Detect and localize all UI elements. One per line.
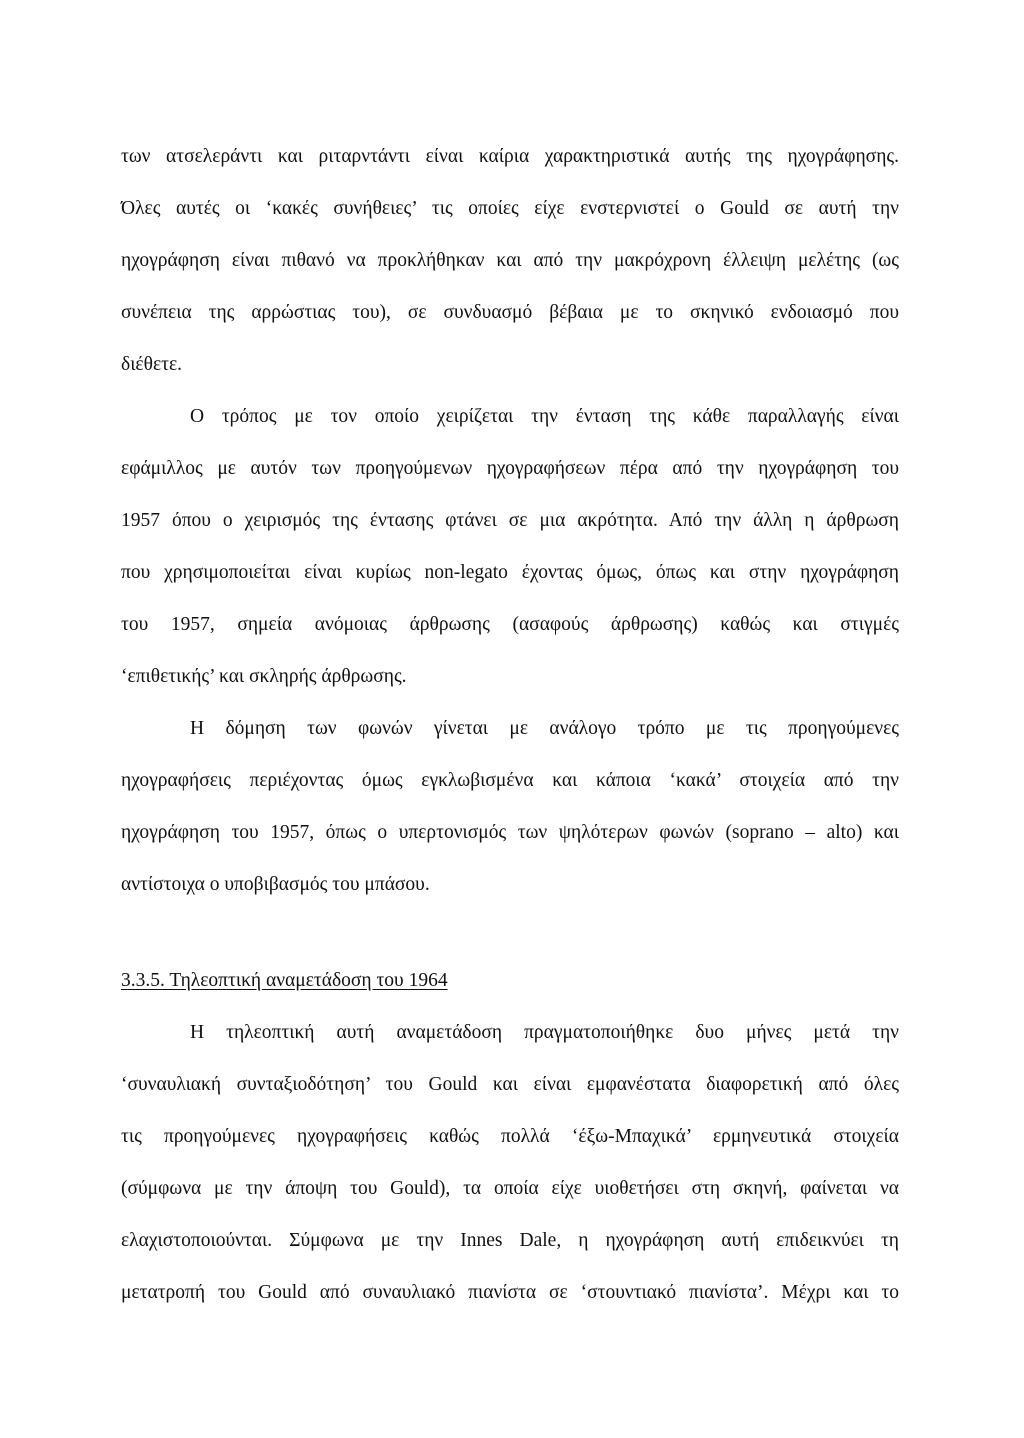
- text-line: (σύμφωνα με την άποψη του Gould), τα οποία είχε υιοθετήσει στη σκηνή, φαίνεται να: [121, 1178, 899, 1199]
- text-line: του 1957, σημεία ανόμοιας άρθρωσης (ασαφούς άρθρωσης) καθώς και στιγμές: [121, 614, 899, 635]
- text-line: των ατσελεράντι και ριταρντάντι είναι καίρια χαρακτηριστικά αυτής της ηχογράφησης.: [121, 146, 899, 167]
- text-line: διέθετε.: [121, 354, 183, 375]
- text-line: εφάμιλλος με αυτόν των προηγούμενων ηχογραφήσεων πέρα από την ηχογράφηση του: [121, 458, 899, 479]
- text-line: ‘συναυλιακή συνταξιοδότηση’ του Gould και είναι εμφανέστατα διαφορετική από όλες: [121, 1074, 899, 1095]
- text-line: 1957 όπου ο χειρισμός της έντασης φτάνει σε μια ακρότητα. Από την άλλη η άρθρωση: [121, 510, 899, 531]
- text-line: Όλες αυτές οι ‘κακές συνήθειες’ τις οποίες είχε ενστερνιστεί ο Gould σε αυτή την: [121, 198, 899, 219]
- text-line: ηχογραφήσεις περιέχοντας όμως εγκλωβισμένα και κάποια ‘κακά’ στοιχεία από την: [121, 770, 899, 791]
- text-line: ηχογράφηση του 1957, όπως ο υπερτονισμός των ψηλότερων φωνών (soprano – alto) και: [121, 822, 899, 843]
- text-line: ελαχιστοποιούνται. Σύμφωνα με την Innes Dale, η ηχογράφηση αυτή επιδεικνύει τη: [121, 1230, 899, 1251]
- text-line: μετατροπή του Gould από συναυλιακό πιανίστα σε ‘στουντιακό πιανίστα’. Μέχρι και το: [121, 1282, 899, 1303]
- text-line: ‘επιθετικής’ και σκληρής άρθρωσης.: [121, 666, 407, 687]
- text-line: ηχογράφηση είναι πιθανό να προκλήθηκαν και από την μακρόχρονη έλλειψη μελέτης (ως: [121, 250, 899, 271]
- text-line: συνέπεια της αρρώστιας του), σε συνδυασμό βέβαια με το σκηνικό ενδοιασμό που: [121, 302, 899, 323]
- text-line: αντίστοιχα ο υποβιβασμός του μπάσου.: [121, 874, 430, 895]
- section-heading: 3.3.5. Τηλεοπτική αναμετάδοση του 1964: [121, 970, 448, 991]
- text-line: τις προηγούμενες ηχογραφήσεις καθώς πολλά ‘έξω-Μπαχικά’ ερμηνευτικά στοιχεία: [121, 1126, 899, 1147]
- text-line: Η δόμηση των φωνών γίνεται με ανάλογο τρόπο με τις προηγούμενες: [190, 718, 899, 739]
- text-line: Η τηλεοπτική αυτή αναμετάδοση πραγματοποιήθηκε δυο μήνες μετά την: [190, 1022, 899, 1043]
- text-line: Ο τρόπος με τον οποίο χειρίζεται την ένταση της κάθε παραλλαγής είναι: [190, 406, 899, 427]
- text-line: που χρησιμοποιείται είναι κυρίως non-legato έχοντας όμως, όπως και στην ηχογράφηση: [121, 562, 899, 583]
